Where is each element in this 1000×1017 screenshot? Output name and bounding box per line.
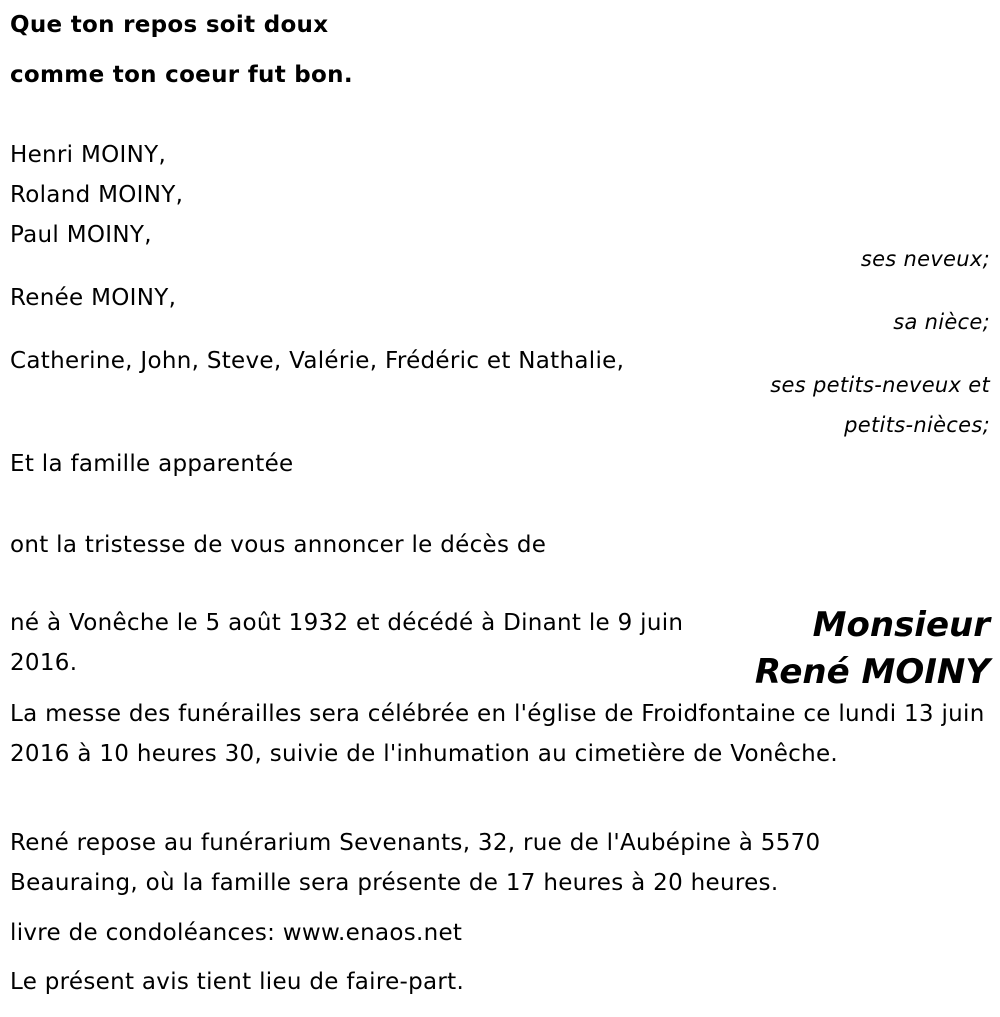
birth-death-text: né à Vonêche le 5 août 1932 et décédé à Dinant le 9 juin 2016. (10, 610, 684, 676)
condolences-text: livre de condoléances: www.enaos.net (10, 920, 463, 946)
family-member-renee: Renée MOINY, (10, 285, 177, 311)
extended-family: Et la famille apparentée (10, 451, 294, 477)
role-niece: sa nièce; (893, 310, 990, 334)
deceased-name-block (755, 602, 990, 696)
epigraph-line-2: comme ton coeur fut bon. (10, 62, 353, 88)
deceased-name: René MOINY (754, 652, 990, 692)
funeral-paragraph: La messe des funérailles sera célébrée en l'église de Froidfontaine ce lundi 13 juin 2016 à 10 heures 30, suivie de l'inhumation au cimetière de Vonêche. (10, 701, 985, 767)
role-grand-nephews-line-2: petits-nièces; (844, 413, 990, 437)
repose-text: René repose au funérarium Sevenants, 32, rue de l'Aubépine à 5570 Beauraing, où la famille sera présente de 17 heures à 20 heures. (10, 830, 821, 896)
family-member-paul: Paul MOINY, (10, 222, 152, 248)
deceased-title: Monsieur (812, 605, 990, 645)
epigraph-line-1: Que ton repos soit doux (10, 12, 329, 38)
family-member-henri: Henri MOINY, (10, 142, 167, 168)
role-grand-nephews-line-1: ses petits-neveux et (770, 373, 990, 397)
announcement-text: ont la tristesse de vous annoncer le décès de (10, 532, 547, 558)
funeral-text (10, 694, 985, 774)
family-grand-nephews: Catherine, John, Steve, Valérie, Frédéric et Nathalie, (10, 348, 625, 374)
family-member-roland: Roland MOINY, (10, 182, 184, 208)
notice-text: Le présent avis tient lieu de faire-part. (10, 969, 465, 995)
role-nephews: ses neveux; (860, 247, 990, 271)
